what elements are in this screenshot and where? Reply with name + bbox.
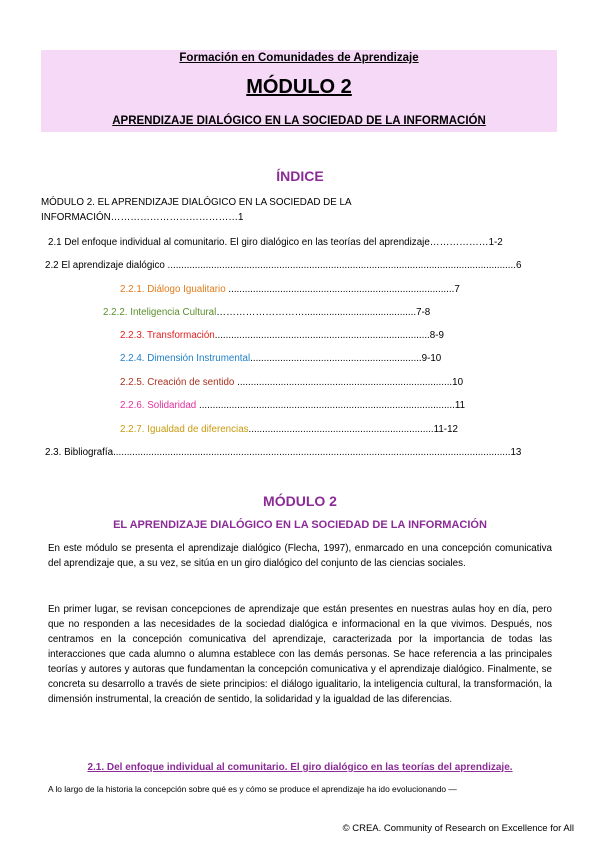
toc-page: 1-2 <box>488 237 503 248</box>
toc-entry-2-3[interactable] <box>45 447 521 458</box>
toc-leader: ............................................................................... <box>237 377 453 388</box>
toc-leader: ................................................................................... <box>228 284 455 295</box>
toc-page: 11-12 <box>433 424 458 435</box>
toc-entry-2-2-3[interactable] <box>120 330 444 341</box>
toc-page: 10 <box>452 377 464 388</box>
toc-page: 7 <box>454 284 460 295</box>
toc-leader: ................................................................................................................................ <box>167 260 516 271</box>
module-title: MÓDULO 2 <box>246 76 352 98</box>
module-topic: APRENDIZAJE DIALÓGICO EN LA SOCIEDAD DE LA INFORMACIÓN <box>112 115 486 127</box>
toc-label: 2.3. Bibliografía <box>45 447 114 458</box>
body-paragraph: En primer lugar, se revisan concepciones de aprendizaje que están presentes en nuestras aulas hoy en día, pero que no responden a las necesidades de la sociedad dialógica e informacional en la que vivimos. Después, nos centramos en la concepción comunicativa del aprendizaje, caracterizada por la importancia de todas las interacciones que cada alumno o alumna establece con las demás personas. Se hace referencia a las principales teorías y autores y autoras que fundamentan la concepción comunicativa y el aprendizaje dialógico. Finalmente, se concreta su desarrollo a través de siete principios: el diálogo igualitario, la inteligencia cultural, la transformación, la dimensión instrumental, la creación de sentido, la solidaridad y la igualdad de las diferencias. <box>48 604 552 705</box>
section-subtitle: EL APRENDIZAJE DIALÓGICO EN LA SOCIEDAD DE LA INFORMACIÓN <box>113 519 487 531</box>
toc-leader: ............................................................... <box>250 353 422 364</box>
toc-entry-2-2-5[interactable] <box>120 377 463 388</box>
toc-entry-2-2-1[interactable] <box>120 284 460 295</box>
toc-label: 2.2.1. Diálogo Igualitario <box>120 284 229 295</box>
toc-label: 2.2.5. Creación de sentido <box>120 377 238 388</box>
toc-label: INFORMACIÓN <box>41 212 111 223</box>
toc-entry-module[interactable] <box>41 197 352 208</box>
toc-entry-2-2[interactable] <box>45 260 521 271</box>
section-2-1-heading[interactable]: 2.1. Del enfoque individual al comunitario. El giro dialógico en las teorías del aprendizaje. <box>87 762 513 773</box>
course-subtitle: Formación en Comunidades de Aprendizaje <box>179 52 419 64</box>
toc-page: 1 <box>238 212 244 223</box>
toc-label: 2.2.4. Dimensión Instrumental <box>120 353 251 364</box>
toc-page: 9-10 <box>421 353 442 364</box>
toc-page: 11 <box>454 400 466 411</box>
toc-leader: .............................................................................................. <box>198 400 455 411</box>
toc-label: MÓDULO 2. EL APRENDIZAJE DIALÓGICO EN LA SOCIEDAD DE LA <box>41 197 352 208</box>
toc-label: 2.2 El aprendizaje dialógico <box>45 260 168 271</box>
toc-entry-2-2-6[interactable] <box>120 400 465 411</box>
intro-paragraph: En este módulo se presenta el aprendizaje dialógico (Flecha, 1997), enmarcado en una concepción comunicativa del aprendizaje que, a su vez, se sitúa en un giro dialógico del conjunto de las ciencias sociales. <box>48 543 552 569</box>
toc-entry-2-2-2[interactable] <box>103 307 430 318</box>
section-title: MÓDULO 2 <box>263 493 337 509</box>
toc-entry-module-cont[interactable] <box>41 212 243 223</box>
toc-page: 13 <box>510 447 522 458</box>
toc-entry-2-1[interactable] <box>48 237 503 248</box>
toc-page: 8-9 <box>429 330 444 341</box>
toc-leader: ………………………......................................... <box>216 307 417 318</box>
toc-label: 2.2.3. Transformación <box>120 330 215 341</box>
toc-label: 2.2.7. Igualdad de diferencias <box>120 424 249 435</box>
toc-entry-2-2-7[interactable] <box>120 424 458 435</box>
toc-entry-2-2-4[interactable] <box>120 353 441 364</box>
toc-leader: ………………………………… <box>110 212 239 223</box>
toc-leader: .................................................................................................................................................. <box>113 447 511 458</box>
toc-label: 2.1 Del enfoque individual al comunitario. El giro dialógico en las teorías del aprendizaje <box>48 237 430 248</box>
toc-page: 6 <box>515 260 522 271</box>
toc-label: 2.2.6. Solidaridad <box>120 400 199 411</box>
toc-leader: .................................................................... <box>248 424 434 435</box>
index-title: ÍNDICE <box>276 168 324 184</box>
toc-leader: ……………… <box>429 237 489 248</box>
footer-copyright: © CREA. Community of Research on Excellence for All <box>342 823 574 834</box>
toc-label: 2.2.2. Inteligencia Cultural <box>103 307 217 318</box>
body-text-start: A lo largo de la historia la concepción sobre qué es y cómo se produce el aprendizaje ha ido evolucionando — <box>48 784 457 794</box>
toc-page: 7-8 <box>416 307 431 318</box>
toc-leader: ............................................................................... <box>214 330 430 341</box>
